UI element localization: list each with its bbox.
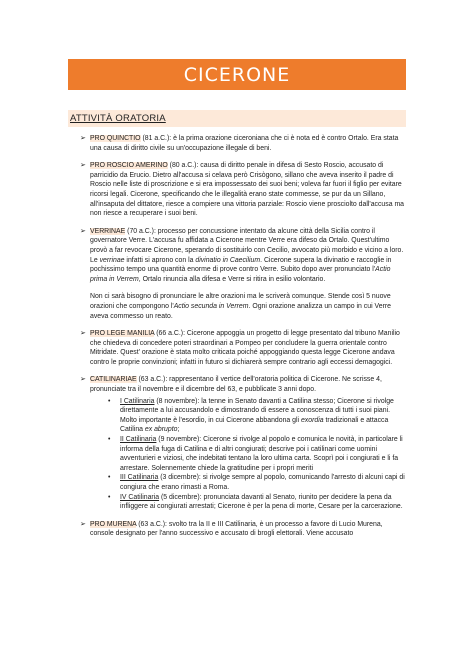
list-item — [68, 134, 406, 153]
item-text: (63 a.C.): svolto tra la II e III Catilinaria, è un processo a favore di Lucio Murena, console designato per l'anno successivo e accusato di brogli elettorali. Viene accusato — [90, 520, 383, 538]
sub-list-item — [68, 397, 406, 435]
sub-item-text: ; — [177, 426, 180, 434]
sub-list-item — [68, 493, 406, 512]
paragraph-text: Non ci sarà bisogno di pronunciare le altre orazioni ma le scriverà comunque. Stende così 5 nuove orazioni che compongono l' — [90, 293, 391, 310]
item-text: (81 a.C.): è la prima orazione ciceroniana che ci è nota ed è contro Ortalo. Era stata una causa di diritto civile su un'occupazione illegale di beni. — [90, 135, 399, 152]
bullet-icon: • — [108, 474, 111, 482]
sub-item-text: tradizionali e attacca Catilina — [120, 416, 389, 434]
sub-item-label: II Catilinaria — [120, 436, 157, 444]
italic-term: exordia — [300, 416, 324, 424]
italic-term: Actio secunda in Verrem — [173, 302, 249, 310]
arrow-bullet-icon: ➢ — [80, 135, 86, 142]
item-text: (63 a.C.): rappresentano il vertice dell'oratoria politica di Cicerone. Ne scrisse 4, pronunciate tra il novembre e il dicembre del 63, e pubblicate 3 anni dopo. — [90, 376, 382, 394]
sub-item-label: I Catilinaria — [120, 397, 155, 405]
item-label: PRO LEGE MANILIA — [90, 330, 155, 338]
sub-item-label: IV Catilinaria — [120, 493, 160, 501]
bullet-icon: • — [108, 397, 111, 405]
sub-item-text: (3 dicembre): si rivolge sempre al popolo, comunicando l'arresto di alcuni capi di congiura che erano rimasti a Roma. — [120, 474, 405, 491]
section-heading — [68, 110, 406, 127]
sub-list-item — [68, 435, 406, 473]
arrow-bullet-icon: ➢ — [80, 520, 86, 528]
bullet-icon: • — [108, 493, 111, 501]
item-text: (70 a.C.): processo per concussione intentato da alcune città della Sicilia contro il governatore Verre. L'accusa fu affidata a Cicerone mentre Verre era difeso da Ortalo. Quest'ultimo provò a far revocare Cicerone, sperando di sostituirlo con Cecilio, avvocato più morbido e vicino a loro. Le — [90, 227, 404, 264]
item-label: VERRINAE — [90, 227, 126, 235]
item-text: , Ortalo rinuncia alla difesa e Verre si ritira in esilio volontario. — [138, 275, 326, 283]
document-title: CICERONE — [183, 63, 291, 86]
italic-term: divinatio in Caecilium — [195, 256, 261, 264]
arrow-bullet-icon: ➢ — [80, 330, 86, 338]
item-text: (80 a.C.): causa di diritto penale in difesa di Sesto Roscio, accusato di parricidio da Erucio. Dietro all'accusa si celava però Crisògono, sillano che aveva inserito il padre di Roscio nelle liste di proscrizione e si era impossessato dei suoi beni; voleva far fuori il figlio per evitare ricorsi legali. Cicerone, specificando che le illegalità erano state commesse, se pur da un Sillano, all'insaputa del dittatore, riesce a compiere una vittoria parziale: Roscio viene prosciolto dall'accusa ma non riesce a recuperare i suoi beni. — [90, 162, 405, 218]
item-label: PRO MURENA — [90, 520, 137, 528]
arrow-bullet-icon: ➢ — [80, 376, 86, 384]
arrow-bullet-icon: ➢ — [80, 227, 86, 235]
sub-item-text: (9 novembre): Cicerone si rivolge al popolo e comunica le novità, in particolare li informa della fuga di Catilina e di altri congiurati; descrive poi i catilinari come uomini avventurieri e viziosi, che indebitati tentano la loro ultima carta. Scoprì poi i congiurati e li fa arrestare. Solennemente chiede la gratitudine per i propri meriti — [120, 436, 403, 472]
item-text: . Cicerone supera la divinatio e raccoglie in pochissimo tempo una quantità enorme di prove contro Verre. Subito dopo aver pronunciato l' — [90, 256, 392, 274]
item-label: CATILINARIAE — [90, 376, 137, 384]
paragraph — [68, 292, 406, 321]
paragraph-text: . Ogni orazione analizza un campo in cui Verre aveva commesso un reato. — [90, 302, 391, 320]
sub-item-text: (8 novembre): la tenne in Senato davanti a Catilina stesso; Cicerone si rivolge direttamente a lui accusandolo e dimostrando di essere a conoscenza di tutti i suoi piani. Molto importante è l'esordio, in cui Cicerone abbandona gli — [120, 397, 394, 424]
section-title: ATTIVITÀ ORATORIA — [70, 113, 166, 124]
item-text: infatti si aprono con la — [124, 256, 196, 264]
italic-term: ex abrupto — [144, 426, 178, 434]
italic-term: Actio prima in Verrem — [90, 266, 391, 283]
item-label: PRO QUINCTIO — [90, 135, 141, 142]
bullet-icon: • — [108, 436, 111, 444]
item-label: PRO ROSCIO AMERINO — [90, 162, 168, 170]
content-body — [68, 127, 406, 547]
item-text: (66 a.C.): Cicerone appoggia un progetto di legge presentato dal tribuno Manilio che chiedeva di concedere poteri straordinari a Pompeo per concludere la guerra orientale contro Mitridate. Quest' orazione è stata molto criticata poiché appoggiando questa legge Cicerone andava contro le proprie convinzioni; infatti in futuro si dichiarerà sempre contrario agli eccessi demagogici. — [90, 330, 400, 366]
list-item — [68, 375, 406, 394]
list-item — [68, 329, 406, 367]
list-item — [68, 227, 406, 285]
italic-term: verrinae — [99, 256, 125, 264]
list-item — [68, 161, 406, 219]
sub-item-label: III Catilinaria — [120, 474, 159, 482]
sub-list-item — [68, 473, 406, 492]
sub-item-text: (5 dicembre): pronunciata davanti al Senato, riunito per decidere la pena da infliggere ai congiurati arrestati; Cicerone è per la pena di morte, Cesare per la carcerazione. — [120, 493, 403, 511]
title-banner — [68, 59, 406, 90]
arrow-bullet-icon: ➢ — [80, 162, 86, 170]
list-item — [68, 520, 406, 539]
